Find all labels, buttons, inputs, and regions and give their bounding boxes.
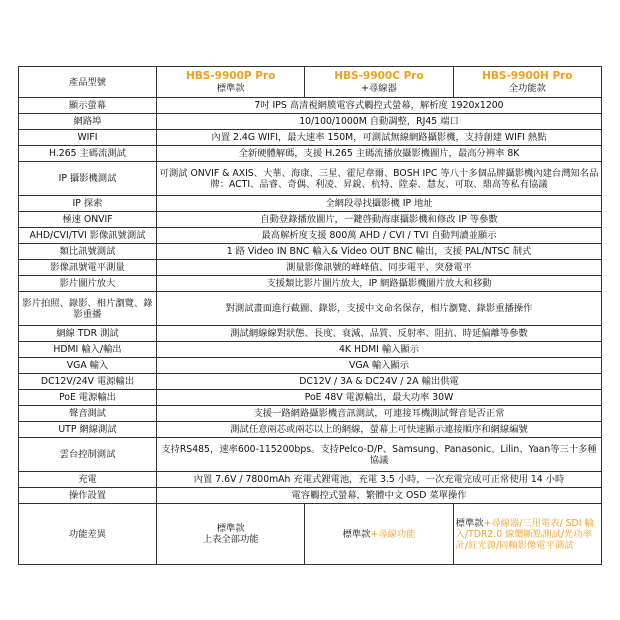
row-label: IP 攝影機測試 [19,162,157,196]
row-value: 最高解析度支援 800萬 AHD / CVI / TVI 自動判讀並顯示 [157,228,602,244]
spec-row [19,114,602,130]
row-value: 測試網線線對狀態、長度、衰減、品質、反射率、阻抗、時延偏離等參數 [157,326,602,342]
row-label: 充電 [19,472,157,488]
row-label: 影片拍照、錄影、相片瀏覽、錄影重播 [19,292,157,326]
row-label: 極速 ONVIF [19,212,157,228]
spec-row [19,488,602,504]
row-value: 10/100/1000M 自動調整，RJ45 端口 [157,114,602,130]
spec-row [19,98,602,114]
row-label: 操作設置 [19,488,157,504]
row-value: PoE 48V 電源輸出，最大功率 30W [157,390,602,406]
spec-row [19,196,602,212]
header-row [19,67,602,98]
model-cell-c [305,67,453,98]
spec-table [18,66,602,565]
row-label: VGA 輸入 [19,358,157,374]
model-sub-h: 全功能款 [508,82,546,94]
row-label: PoE 電源輸出 [19,390,157,406]
row-value: 4K HDMI 輸入顯示 [157,342,602,358]
spec-row [19,146,602,162]
diff-p-line1: 標準款 [216,523,245,534]
row-value: 內置 7.6V / 7800mAh 充電式鋰電池，充電 3.5 小時，一次充電完成可正常使用 14 小時 [157,472,602,488]
row-label: 類比訊號測試 [19,244,157,260]
row-label: 雲台控制測試 [19,438,157,472]
row-label: DC12V/24V 電源輸出 [19,374,157,390]
row-value: 7吋 IPS 高清視網膜電容式觸控式螢幕，解析度 1920x1200 [157,98,602,114]
row-value: 支持RS485，速率600-115200bps。支持Pelco-D/P、Samsung、Panasonic、Lilin、Yaan等三十多種協議 [157,438,602,472]
diff-h-base: 標準款 [455,517,484,529]
model-cell-p [157,67,305,98]
row-value: 可測試 ONVIF & AXIS、大華、海康、三星、霍尼韋爾、BOSH IPC 等八十多個品牌攝影機內建台灣知名品牌：ACTI、品睿、奇偶、利凌、昇銳、杭特、陞泰、慧友、可取、鼎高等私有協議 [157,162,602,196]
spec-row [19,342,602,358]
diff-cell-c [305,504,453,565]
spec-row [19,212,602,228]
spec-sheet [18,66,602,565]
model-name-h: HBS-9900H Pro [482,69,573,82]
spec-row [19,472,602,488]
row-value: 對測試畫面進行截圖、錄影，支援中文命名保存，相片瀏覽、錄影重播操作 [157,292,602,326]
spec-row [19,422,602,438]
row-label: IP 探索 [19,196,157,212]
diff-c-base: 標準款 [342,528,371,540]
diff-cell-h [453,504,601,565]
row-value: 支援類比影片圖片放大，IP 網路攝影機圖片放大和移動 [157,276,602,292]
diff-row [19,504,602,565]
row-label: WIFI [19,130,157,146]
model-sub-c: +尋線器 [361,82,397,94]
row-label: HDMI 輸入/輸出 [19,342,157,358]
row-value: 全網段尋找攝影機 IP 地址 [157,196,602,212]
row-value: 電容觸控式螢幕，繁體中文 OSD 菜單操作 [157,488,602,504]
row-label: 網線 TDR 測試 [19,326,157,342]
row-label: UTP 網線測試 [19,422,157,438]
row-value: 自動登錄播放圖片，一鍵啓動海康攝影機和修改 IP 等參數 [157,212,602,228]
diff-cell-p [157,504,305,565]
spec-row [19,228,602,244]
model-sub-p: 標準款 [216,82,245,94]
spec-row [19,406,602,422]
row-value: DC12V / 3A & DC24V / 2A 輸出供電 [157,374,602,390]
spec-row [19,292,602,326]
row-label: 聲音測試 [19,406,157,422]
diff-c-extra: +尋線功能 [370,528,416,540]
row-label: 影片圖片放大 [19,276,157,292]
row-label: 影像訊號電平測量 [19,260,157,276]
spec-row [19,438,602,472]
diff-label: 功能差異 [19,504,157,565]
header-label: 產品型號 [19,67,157,98]
spec-row [19,276,602,292]
row-label: 網路埠 [19,114,157,130]
diff-p-line2: 上表全部功能 [202,534,259,545]
spec-row [19,326,602,342]
model-cell-h [453,67,601,98]
diff-h-extra: +尋線器/三用電表/ SDI 輸入/TDR2.0 線纜斷點測試/光功率計/紅光源/同軸影像電平測試 [455,517,594,551]
row-value: 全新硬體解碼，支援 H.265 主碼流播放攝影機圖片，最高分辨率 8K [157,146,602,162]
model-name-p: HBS-9900P Pro [185,69,276,82]
spec-row [19,390,602,406]
spec-row [19,260,602,276]
model-name-c: HBS-9900C Pro [334,69,424,82]
row-value: 內置 2.4G WIFI，最大速率 150M，可測試無線網路攝影機，支持創建 WIFI 熱點 [157,130,602,146]
spec-row [19,374,602,390]
row-value: 測試任意兩芯或兩芯以上的網線，螢幕上可快速顯示連接順序和網線編號 [157,422,602,438]
spec-row [19,130,602,146]
row-label: 顯示螢幕 [19,98,157,114]
row-label: AHD/CVI/TVI 影像訊號測試 [19,228,157,244]
row-label: H.265 主碼流測試 [19,146,157,162]
row-value: 支援一路網路攝影機音訊測試，可連接耳機測試聲音是否正常 [157,406,602,422]
spec-row [19,358,602,374]
spec-row [19,162,602,196]
row-value: 測量影像訊號的峰峰值、同步電平、突發電平 [157,260,602,276]
row-value: VGA 輸入顯示 [157,358,602,374]
row-value: 1 路 Video IN BNC 輸入& Video OUT BNC 輸出，支援 PAL/NTSC 制式 [157,244,602,260]
spec-row [19,244,602,260]
